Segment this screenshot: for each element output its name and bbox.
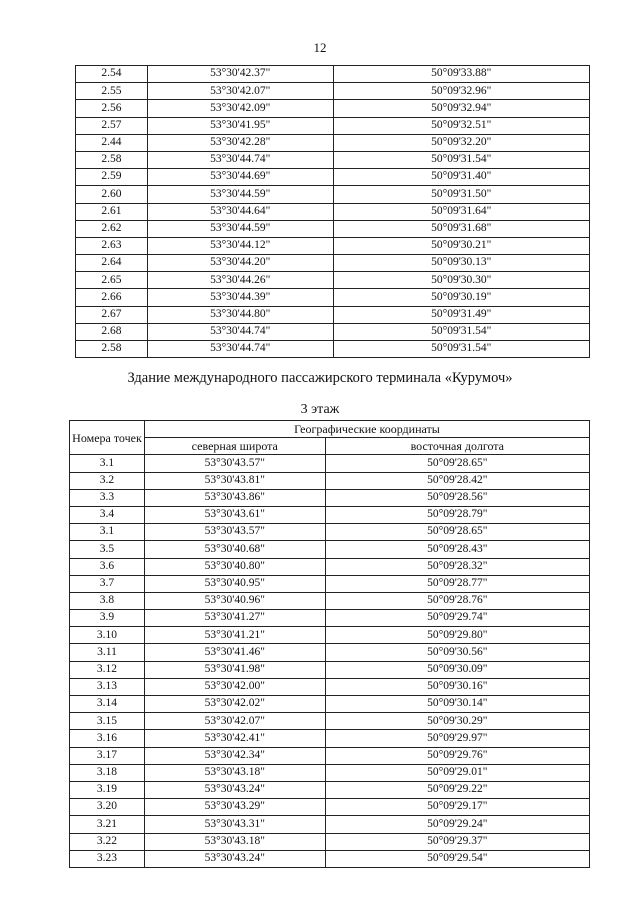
table-row: [76, 237, 590, 254]
latitude-cell: 53°30'42.37": [147, 66, 333, 83]
longitude-cell: 50°09'33.88": [333, 66, 589, 83]
table-row: [70, 661, 590, 678]
point-number-cell: 3.9: [70, 610, 145, 627]
latitude-cell: 53°30'43.29": [144, 799, 325, 816]
point-number-cell: 2.59: [76, 169, 148, 186]
table-row: [70, 730, 590, 747]
table-header: [70, 421, 590, 455]
table-row: [70, 489, 590, 506]
latitude-cell: 53°30'41.46": [144, 644, 325, 661]
latitude-cell: 53°30'42.41": [144, 730, 325, 747]
longitude-cell: 50°09'30.29": [325, 713, 589, 730]
latitude-cell: 53°30'42.09": [147, 100, 333, 117]
table-row: [76, 169, 590, 186]
longitude-cell: 50°09'30.21": [333, 237, 589, 254]
point-number-cell: 3.5: [70, 541, 145, 558]
longitude-cell: 50°09'28.76": [325, 592, 589, 609]
latitude-cell: 53°30'41.95": [147, 117, 333, 134]
latitude-cell: 53°30'44.80": [147, 306, 333, 323]
point-number-cell: 3.18: [70, 764, 145, 781]
table-row: [76, 83, 590, 100]
latitude-cell: 53°30'44.74": [147, 341, 333, 358]
coordinates-group-header: Географические координаты: [144, 421, 589, 438]
table-row: [76, 341, 590, 358]
longitude-cell: 50°09'28.32": [325, 558, 589, 575]
table-row: [70, 592, 590, 609]
longitude-cell: 50°09'28.43": [325, 541, 589, 558]
table-row: [76, 203, 590, 220]
point-number-cell: 3.11: [70, 644, 145, 661]
table-row: [70, 833, 590, 850]
table-row: [76, 306, 590, 323]
point-number-cell: 3.2: [70, 472, 145, 489]
longitude-cell: 50°09'30.16": [325, 678, 589, 695]
table-row: [76, 66, 590, 83]
latitude-cell: 53°30'44.64": [147, 203, 333, 220]
latitude-cell: 53°30'40.95": [144, 575, 325, 592]
latitude-cell: 53°30'42.00": [144, 678, 325, 695]
longitude-cell: 50°09'30.13": [333, 255, 589, 272]
table-row: [76, 272, 590, 289]
latitude-cell: 53°30'40.68": [144, 541, 325, 558]
latitude-cell: 53°30'44.59": [147, 220, 333, 237]
longitude-cell: 50°09'30.19": [333, 289, 589, 306]
longitude-cell: 50°09'32.51": [333, 117, 589, 134]
point-number-cell: 2.64: [76, 255, 148, 272]
longitude-cell: 50°09'31.54": [333, 341, 589, 358]
longitude-cell: 50°09'31.50": [333, 186, 589, 203]
latitude-cell: 53°30'44.59": [147, 186, 333, 203]
point-number-cell: 2.55: [76, 83, 148, 100]
table-row: [76, 117, 590, 134]
longitude-cell: 50°09'32.94": [333, 100, 589, 117]
floor-label: 3 этаж: [300, 402, 340, 417]
latitude-cell: 53°30'44.26": [147, 272, 333, 289]
table-row: [76, 186, 590, 203]
point-number-cell: 3.7: [70, 575, 145, 592]
point-number-cell: 3.13: [70, 678, 145, 695]
latitude-cell: 53°30'42.02": [144, 696, 325, 713]
latitude-cell: 53°30'41.98": [144, 661, 325, 678]
longitude-cell: 50°09'29.17": [325, 799, 589, 816]
table-row: [76, 289, 590, 306]
latitude-cell: 53°30'43.57": [144, 524, 325, 541]
table-row: [76, 323, 590, 340]
latitude-cell: 53°30'42.07": [147, 83, 333, 100]
point-number-cell: 2.65: [76, 272, 148, 289]
longitude-cell: 50°09'30.09": [325, 661, 589, 678]
longitude-cell: 50°09'29.01": [325, 764, 589, 781]
longitude-column-header: восточная долгота: [325, 438, 589, 455]
longitude-cell: 50°09'29.76": [325, 747, 589, 764]
longitude-cell: 50°09'28.65": [325, 524, 589, 541]
longitude-cell: 50°09'31.54": [333, 323, 589, 340]
longitude-cell: 50°09'29.22": [325, 781, 589, 798]
longitude-cell: 50°09'29.97": [325, 730, 589, 747]
point-number-cell: 3.23: [70, 850, 145, 867]
longitude-cell: 50°09'28.42": [325, 472, 589, 489]
point-number-cell: 3.19: [70, 781, 145, 798]
latitude-cell: 53°30'44.74": [147, 151, 333, 168]
table-row: [70, 627, 590, 644]
longitude-cell: 50°09'32.20": [333, 134, 589, 151]
table-row: [70, 696, 590, 713]
longitude-cell: 50°09'30.56": [325, 644, 589, 661]
longitude-cell: 50°09'28.79": [325, 506, 589, 523]
table-row: [70, 816, 590, 833]
table-row: [76, 134, 590, 151]
longitude-cell: 50°09'30.30": [333, 272, 589, 289]
point-number-cell: 3.1: [70, 455, 145, 472]
latitude-cell: 53°30'44.39": [147, 289, 333, 306]
table-row: [70, 713, 590, 730]
latitude-cell: 53°30'41.27": [144, 610, 325, 627]
point-number-cell: 3.20: [70, 799, 145, 816]
table-row: [70, 764, 590, 781]
table-row: [76, 100, 590, 117]
point-number-cell: 2.68: [76, 323, 148, 340]
latitude-cell: 53°30'43.18": [144, 833, 325, 850]
longitude-cell: 50°09'28.65": [325, 455, 589, 472]
section-heading: Здание международного пассажирского терминала «Курумоч»: [127, 370, 513, 386]
table-row: [76, 151, 590, 168]
table-row: [70, 455, 590, 472]
page-number: 12: [313, 40, 327, 55]
point-number-cell: 2.58: [76, 151, 148, 168]
longitude-cell: 50°09'29.37": [325, 833, 589, 850]
latitude-cell: 53°30'42.28": [147, 134, 333, 151]
longitude-cell: 50°09'28.77": [325, 575, 589, 592]
points-column-header: Номера точек: [70, 421, 145, 455]
latitude-cell: 53°30'44.12": [147, 237, 333, 254]
latitude-cell: 53°30'44.74": [147, 323, 333, 340]
point-number-cell: 3.16: [70, 730, 145, 747]
table-row: [70, 644, 590, 661]
table-row: [70, 575, 590, 592]
longitude-cell: 50°09'31.68": [333, 220, 589, 237]
point-number-cell: 2.57: [76, 117, 148, 134]
point-number-cell: 3.3: [70, 489, 145, 506]
table-row: [70, 541, 590, 558]
latitude-column-header: северная широта: [144, 438, 325, 455]
coordinates-table-continued: [75, 65, 590, 358]
table-row: [70, 850, 590, 867]
latitude-cell: 53°30'40.80": [144, 558, 325, 575]
point-number-cell: 3.22: [70, 833, 145, 850]
floor-coordinates-table: [69, 420, 590, 868]
table-row: [70, 506, 590, 523]
longitude-cell: 50°09'30.14": [325, 696, 589, 713]
point-number-cell: 2.58: [76, 341, 148, 358]
latitude-cell: 53°30'43.86": [144, 489, 325, 506]
point-number-cell: 2.61: [76, 203, 148, 220]
point-number-cell: 2.54: [76, 66, 148, 83]
longitude-cell: 50°09'31.49": [333, 306, 589, 323]
table-row: [70, 781, 590, 798]
point-number-cell: 3.1: [70, 524, 145, 541]
point-number-cell: 3.6: [70, 558, 145, 575]
longitude-cell: 50°09'32.96": [333, 83, 589, 100]
latitude-cell: 53°30'43.24": [144, 850, 325, 867]
latitude-cell: 53°30'43.61": [144, 506, 325, 523]
table-row: [70, 678, 590, 695]
point-number-cell: 2.44: [76, 134, 148, 151]
coordinates-table-body: [76, 66, 590, 358]
latitude-cell: 53°30'44.69": [147, 169, 333, 186]
point-number-cell: 3.8: [70, 592, 145, 609]
longitude-cell: 50°09'29.54": [325, 850, 589, 867]
table-row: [70, 610, 590, 627]
latitude-cell: 53°30'43.18": [144, 764, 325, 781]
point-number-cell: 3.12: [70, 661, 145, 678]
latitude-cell: 53°30'43.24": [144, 781, 325, 798]
latitude-cell: 53°30'43.57": [144, 455, 325, 472]
latitude-cell: 53°30'42.07": [144, 713, 325, 730]
point-number-cell: 3.15: [70, 713, 145, 730]
point-number-cell: 3.4: [70, 506, 145, 523]
latitude-cell: 53°30'41.21": [144, 627, 325, 644]
point-number-cell: 3.10: [70, 627, 145, 644]
table-row: [70, 472, 590, 489]
longitude-cell: 50°09'29.24": [325, 816, 589, 833]
point-number-cell: 2.63: [76, 237, 148, 254]
point-number-cell: 2.56: [76, 100, 148, 117]
longitude-cell: 50°09'31.54": [333, 151, 589, 168]
longitude-cell: 50°09'29.80": [325, 627, 589, 644]
table-row: [76, 220, 590, 237]
longitude-cell: 50°09'31.64": [333, 203, 589, 220]
coordinates-table-body: [70, 455, 590, 868]
point-number-cell: 2.67: [76, 306, 148, 323]
table-row: [70, 524, 590, 541]
latitude-cell: 53°30'43.81": [144, 472, 325, 489]
point-number-cell: 3.17: [70, 747, 145, 764]
point-number-cell: 3.21: [70, 816, 145, 833]
longitude-cell: 50°09'28.56": [325, 489, 589, 506]
table-row: [70, 799, 590, 816]
point-number-cell: 3.14: [70, 696, 145, 713]
point-number-cell: 2.62: [76, 220, 148, 237]
latitude-cell: 53°30'43.31": [144, 816, 325, 833]
table-row: [70, 558, 590, 575]
point-number-cell: 2.60: [76, 186, 148, 203]
point-number-cell: 2.66: [76, 289, 148, 306]
longitude-cell: 50°09'31.40": [333, 169, 589, 186]
latitude-cell: 53°30'44.20": [147, 255, 333, 272]
longitude-cell: 50°09'29.74": [325, 610, 589, 627]
latitude-cell: 53°30'42.34": [144, 747, 325, 764]
table-row: [76, 255, 590, 272]
table-row: [70, 747, 590, 764]
latitude-cell: 53°30'40.96": [144, 592, 325, 609]
